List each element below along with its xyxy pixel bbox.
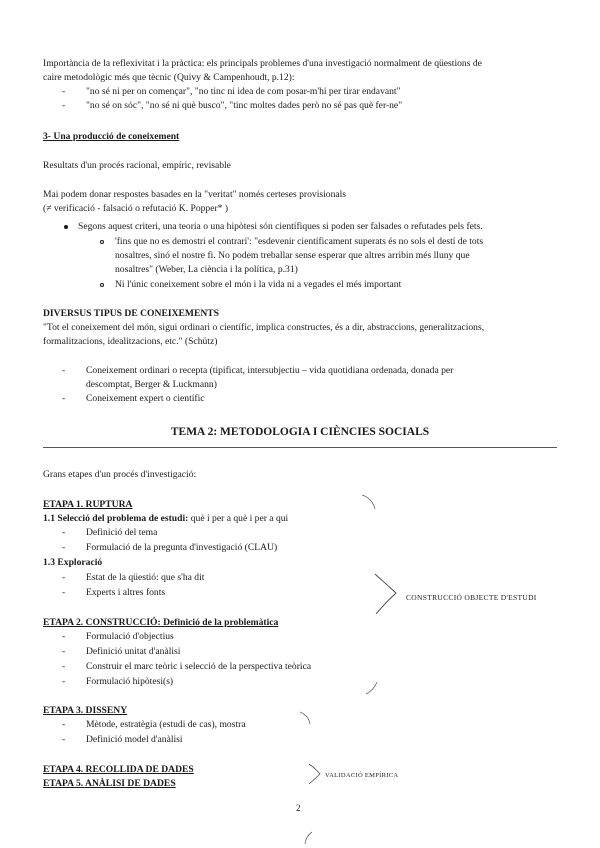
dash-marker: -: [62, 86, 66, 97]
arrow-brace-icon: [372, 572, 402, 616]
section-3-sub-1-line-1: 'fins que no es demostri el contrari': "esdevenir científicament superats és no sols el destí de tots: [115, 236, 484, 247]
dash-marker: -: [62, 542, 66, 553]
dash-marker: -: [62, 646, 66, 657]
dash-marker: -: [62, 661, 66, 672]
etapa-2-item-4: Formulació hipòtesi(s): [86, 676, 174, 687]
etapa-3-heading: ETAPA 3. DISSENY: [43, 705, 128, 716]
arrow-brace-icon: [306, 762, 324, 786]
etapa-3-item-2: Definició model d'anàlisi: [86, 734, 183, 745]
dash-marker: -: [62, 393, 66, 404]
bullet-icon: [64, 225, 68, 229]
section-3-never-line-1: Mai podem donar respostes basades en la "veritat" només certeses provisionals: [43, 189, 347, 200]
diversus-quote-line-2: formalitzacions, idealitzacions, etc." (Schütz): [43, 336, 218, 347]
etapa-1-heading: ETAPA 1. RUPTURA: [43, 499, 133, 510]
tema-title: TEMA 2: METODOLOGIA I CIÈNCIES SOCIALS: [170, 426, 430, 438]
dash-marker: -: [62, 572, 66, 583]
brace-mark-icon: [364, 680, 380, 696]
diversus-quote-line-1: "Tot el coneixement del món, sigui ordinari o científic, implica constructes, és a dir, abstraccions, generalitzacions,: [43, 322, 485, 333]
side-label-validacio: VALIDACIÓ EMPÍRICA: [325, 772, 399, 779]
dash-marker: -: [62, 631, 66, 642]
circle-bullet-icon: [100, 240, 104, 244]
section-3-sub-1-line-2: nosaltres, sinó el nostre fi. No podem treballar sense esperar que altres arribin més lluny que: [115, 250, 470, 261]
diversus-item-1-line-2: descomptat, Berger & Luckmann): [86, 379, 217, 390]
dash-marker: -: [62, 527, 66, 538]
intro-line-2: caire metodològic més que tècnic (Quivy & Campenhoudt, p.12):: [43, 72, 295, 83]
intro-line-1: Importància de la reflexivitat i la pràctica: els principals problemes d'una investigació normalment de qüestions de: [43, 58, 482, 69]
diversus-heading: DIVERSUS TIPUS DE CONEIXEMENTS: [43, 308, 220, 319]
section-3-sub-2: Ni l'únic coneixement sobre el món i la vida ni a vegades el més important: [115, 279, 402, 290]
brace-mark-icon: [298, 710, 314, 726]
intro-item-1: "no sé ni per on començar", "no tinc ni idea de com posar-m'hi per tirar endavant": [86, 86, 401, 97]
tema-intro: Grans etapes d'un procés d'investigació:: [43, 469, 197, 480]
brace-mark-icon: [360, 492, 380, 512]
side-label-construccio: CONSTRUCCIÓ OBJECTE D'ESTUDI: [406, 593, 537, 602]
dash-marker: -: [62, 719, 66, 730]
section-1-1-item-2: Formulació de la pregunta d'investigació (CLAU): [86, 542, 278, 553]
section-3-bullet: Segons aquest criteri, una teoria o una hipòtesi són científiques si poden ser falsades o refutades pels fets.: [78, 221, 483, 232]
section-1-1-item-1: Definició del tema: [86, 527, 158, 538]
intro-item-2: "no sé on sóc", "no sé ni què busco", "tinc moltes dades però no sé pas què fer-ne": [86, 100, 403, 111]
dash-marker: -: [62, 587, 66, 598]
etapa-5-heading: ETAPA 5. ANÀLISI DE DADES: [43, 778, 176, 789]
section-3-heading: 3- Una producció de coneixement: [43, 131, 180, 142]
section-1-1-text: què i per a què i per a qui: [188, 513, 289, 524]
section-1-1: [43, 513, 288, 525]
etapa-2-heading: ETAPA 2. CONSTRUCCIÓ: Definició de la problemàtica: [43, 617, 279, 628]
circle-bullet-icon: [100, 283, 104, 287]
diversus-item-2: Coneixement expert o científic: [86, 393, 205, 404]
etapa-4-heading: ETAPA 4. RECOLLIDA DE DADES: [43, 764, 194, 775]
section-3-never-line-2: (≠ verificació - falsació o refutació K. Popper* ): [43, 203, 229, 214]
dash-marker: -: [62, 734, 66, 745]
section-3-sub-1-line-3: nosaltres" (Weber, La ciència i la política, p.31): [115, 264, 298, 275]
title-rule: [43, 447, 557, 448]
page-number: 2: [296, 803, 301, 813]
section-1-3-item-1: Estat de la qüestió: que s'ha dit: [86, 572, 205, 583]
section-1-3-heading: 1.3 Exploració: [43, 557, 103, 568]
etapa-3-item-1: Mètode, estratègia (estudi de cas), mostra: [86, 719, 246, 730]
section-3-results: Resultats d'un procés racional, empíric, revisable: [43, 160, 231, 171]
section-1-3-item-2: Experts i altres fonts: [86, 587, 166, 598]
etapa-2-item-3: Construir el marc teòric i selecció de la perspectiva teòrica: [86, 661, 312, 672]
section-1-1-label: 1.1 Selecció del problema de estudi:: [43, 513, 189, 524]
etapa-2-item-1: Formulació d'objectius: [86, 631, 174, 642]
etapa-2-item-2: Definició unitat d'anàlisi: [86, 646, 181, 657]
dash-marker: -: [62, 365, 66, 376]
dash-marker: -: [62, 676, 66, 687]
dash-marker: -: [62, 100, 66, 111]
brace-mark-icon: [300, 830, 316, 846]
diversus-item-1-line-1: Coneixement ordinari o recepta (tipificat, intersubjectiu – vida quotidiana ordenada, donada per: [86, 365, 454, 376]
